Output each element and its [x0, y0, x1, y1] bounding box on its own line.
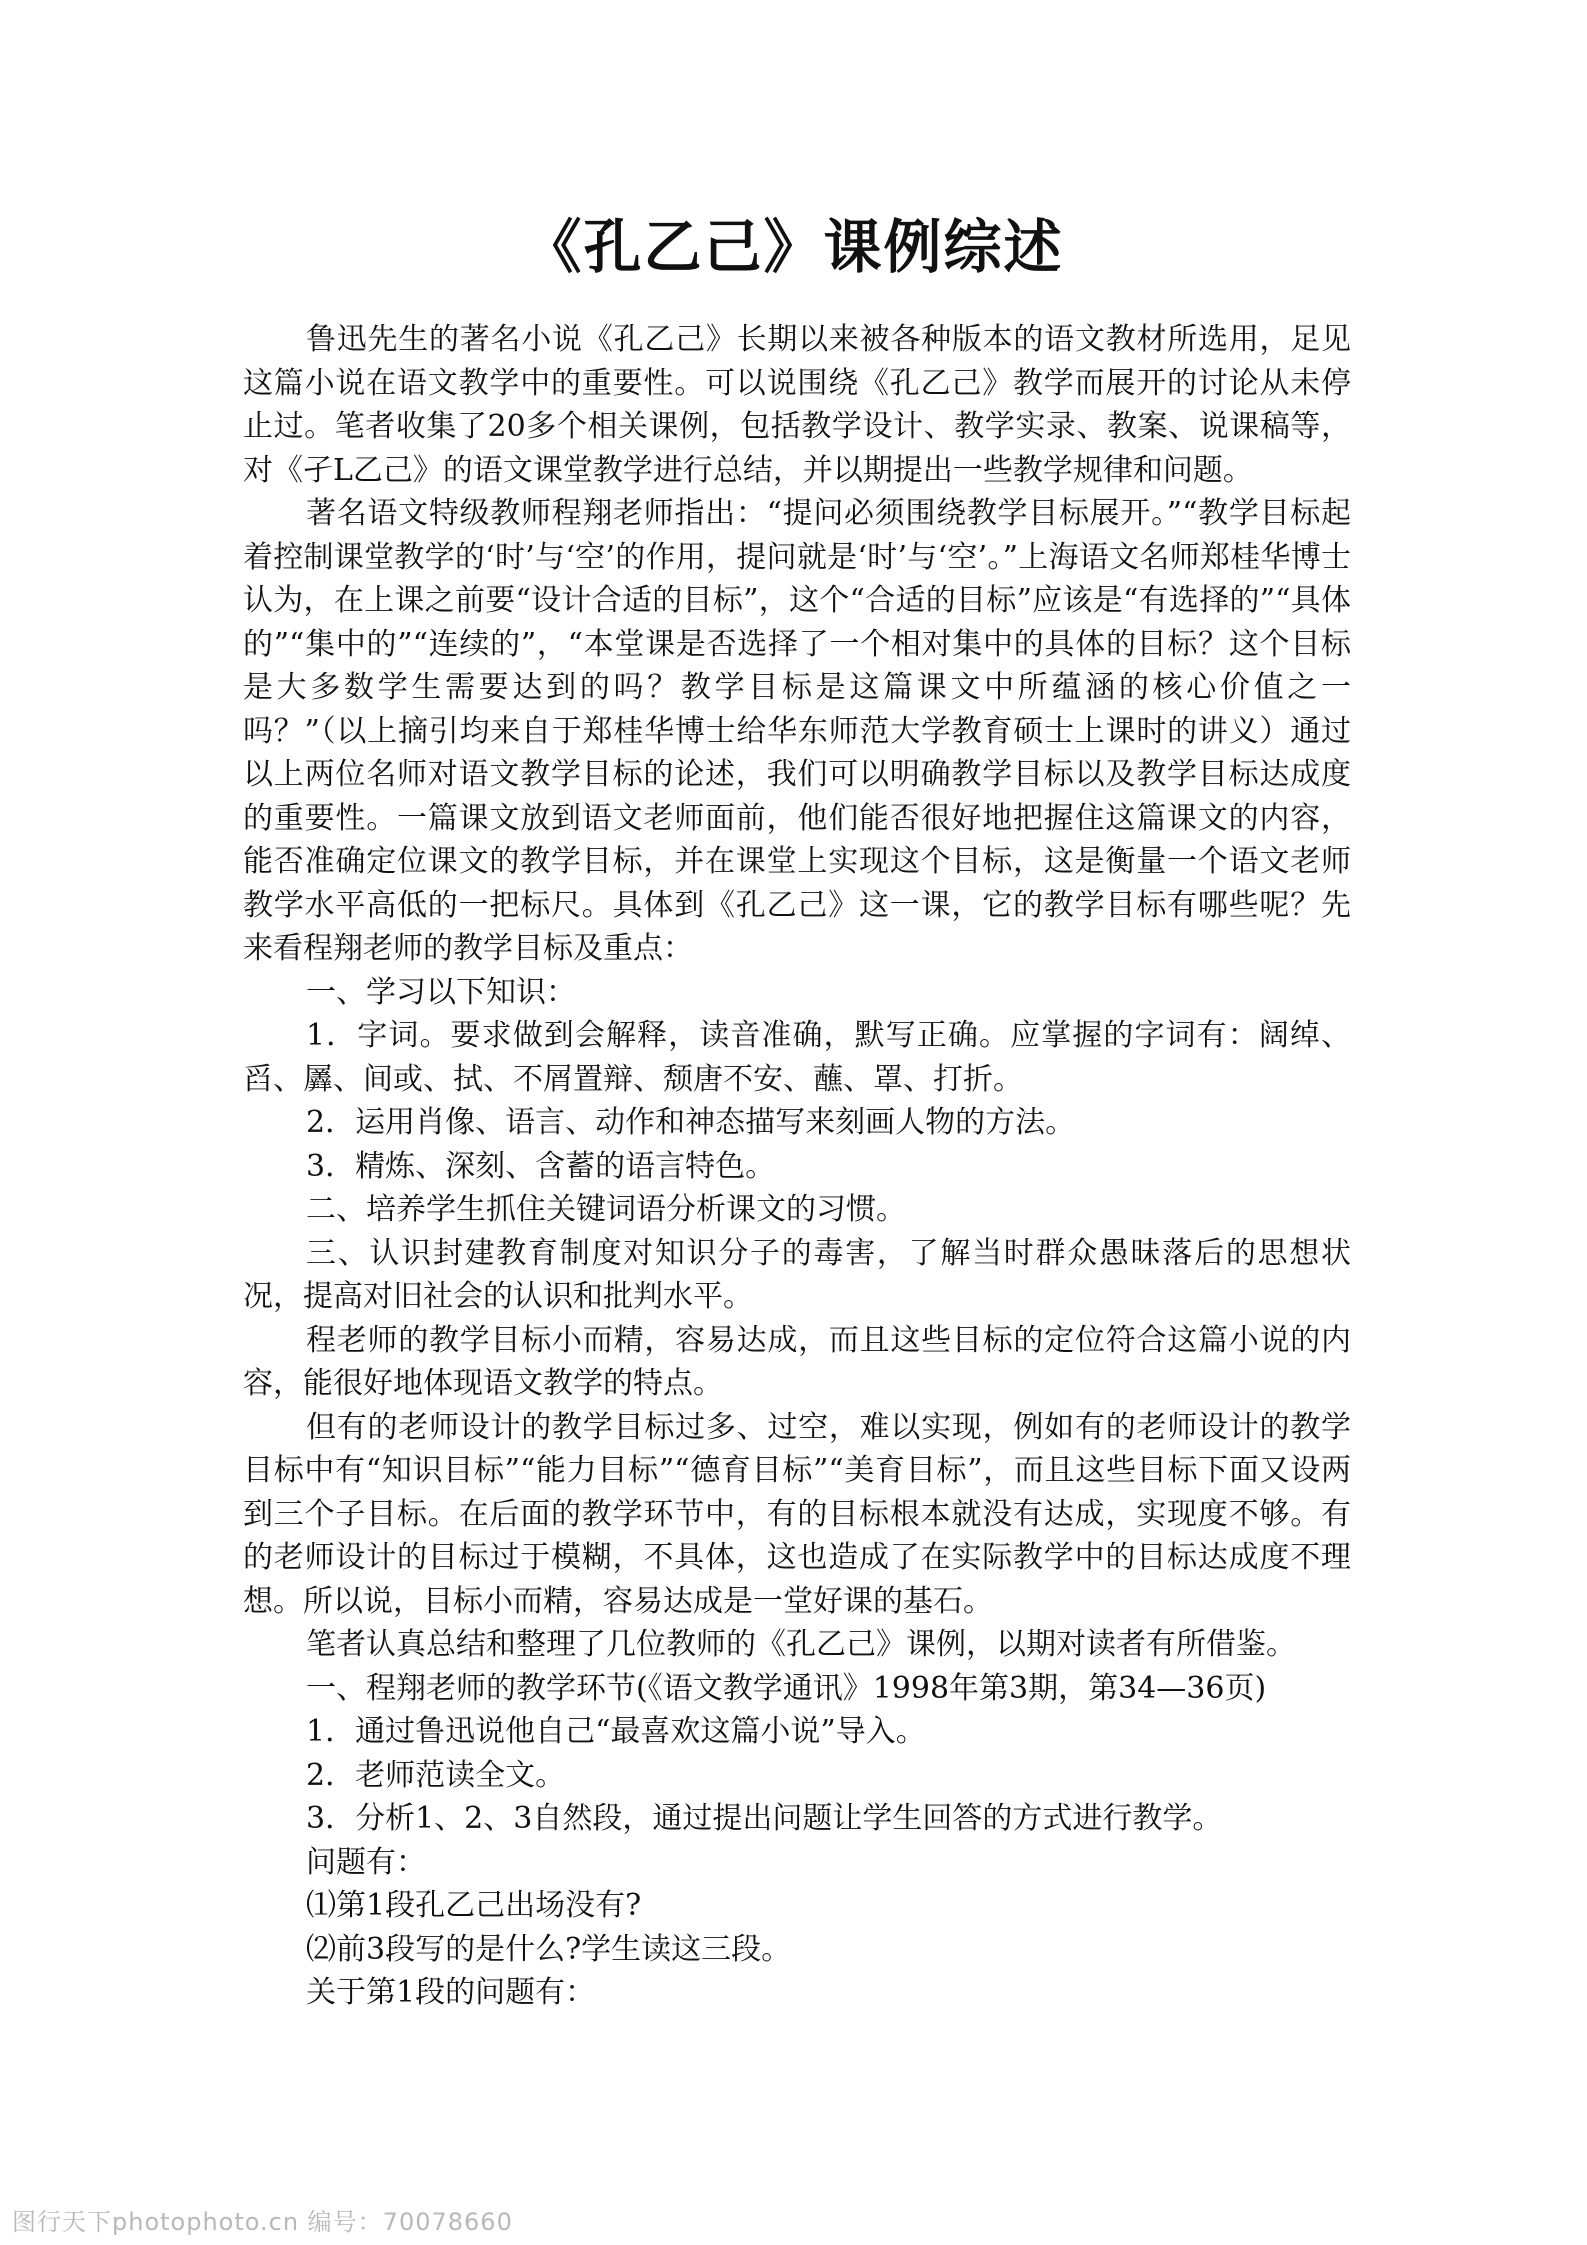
questions-section-1-label: 关于第1段的问题有：	[306, 1975, 596, 2010]
goal-heading-knowledge: 一、学习以下知识：	[306, 974, 576, 1010]
paragraph-summary-intro: 笔者认真总结和整理了几位教师的《孔乙己》课例，以期对读者有所借鉴。	[306, 1627, 1296, 1662]
step-item-2: 2．老师范读全文。	[306, 1757, 566, 1793]
paragraph-teaching-goals: 著名语文特级教师程翔老师指出：“提问必须围绕教学目标展开。”“教学目标起着控制课堂教学的‘时’与‘空’的作用，提问就是‘时’与‘空’。”上海语文名师郑桂华博士认为，在上课之前要“设计合适的目标”，这个“合适的目标”应该是“有选择的”“具体的”“集中的”“连续的”，“本堂课是否选择了一个相对集中的具体的目标？这个目标是大多数学生需要达到的吗？教学目标是这篇课文中所蕴涵的核心价值之一吗？”（以上摘引均来自于郑桂华博士给华东师范大学教育硕士上课时的讲义）通过以上两位名师对语文教学目标的论述，我们可以明确教学目标以及教学目标达成度的重要性。一篇课文放到语文老师面前，他们能否很好地把握住这篇课文的内容，能否准确定位课文的教学目标，并在课堂上实现这个目标，这是衡量一个语文老师教学水平高低的一把标尺。具体到《孔乙己》这一课，它的教学目标有哪些呢？先来看程翔老师的教学目标及重点：	[243, 496, 1351, 966]
document-body	[243, 318, 1351, 2015]
goal-item-description-methods: 2．运用肖像、语言、动作和神态描写来刻画人物的方法。	[306, 1105, 1076, 1140]
question-item-1: ⑴第1段孔乙己出场没有?	[306, 1888, 642, 1923]
step-item-1: 1．通过鲁迅说他自己“最喜欢这篇小说”导入。	[306, 1714, 926, 1749]
document-title: 《孔乙己》课例综述	[523, 213, 1064, 281]
question-item-2: ⑵前3段写的是什么?学生读这三段。	[306, 1931, 792, 1967]
paragraph-other-goals-comment: 但有的老师设计的教学目标过多、过空，难以实现，例如有的老师设计的教学目标中有“知识目标”“能力目标”“德育目标”“美育目标”，而且这些目标下面又设两到三个子目标。在后面的教学环节中，有的目标根本就没有达成，实现度不够。有的老师设计的目标过于模糊，不具体，这也造成了在实际教学中的目标达成度不理想。所以说，目标小而精，容易达成是一堂好课的基石。	[243, 1409, 1351, 1619]
goal-heading-habits: 二、培养学生抓住关键词语分析课文的习惯。	[306, 1192, 906, 1227]
questions-label: 问题有：	[306, 1844, 426, 1880]
goal-item-language-features: 3．精炼、深刻、含蓄的语言特色。	[306, 1148, 776, 1184]
goal-item-vocabulary: 1．字词。要求做到会解释，读音准确，默写正确。应掌握的字词有：阔绰、舀、羼、间或、拭、不屑置辩、颓唐不安、蘸、罩、打折。	[243, 1018, 1351, 1097]
goal-heading-understanding: 三、认识封建教育制度对知识分子的毒害，了解当时群众愚昧落后的思想状况，提高对旧社会的认识和批判水平。	[243, 1235, 1351, 1314]
paragraph-cheng-goals-comment: 程老师的教学目标小而精，容易达成，而且这些目标的定位符合这篇小说的内容，能很好地体现语文教学的特点。	[243, 1322, 1351, 1401]
watermark-text: 图行天下photophoto.cn 编号：70078660	[12, 2208, 513, 2236]
step-item-3: 3．分析1、2、3自然段，通过提出问题让学生回答的方式进行教学。	[306, 1801, 1223, 1836]
paragraph-intro: 鲁迅先生的著名小说《孔乙己》长期以来被各种版本的语文教材所选用，足见这篇小说在语文教学中的重要性。可以说围绕《孔乙己》教学而展开的讨论从未停止过。笔者收集了20多个相关课例，包括教学设计、教学实录、教案、说课稿等，对《孑L乙己》的语文课堂教学进行总结，并以期提出一些教学规律和问题。	[243, 322, 1351, 488]
section-heading-cheng-steps: 一、程翔老师的教学环节(《语文教学通讯》1998年第3期，第34—36页)	[306, 1670, 1267, 1706]
